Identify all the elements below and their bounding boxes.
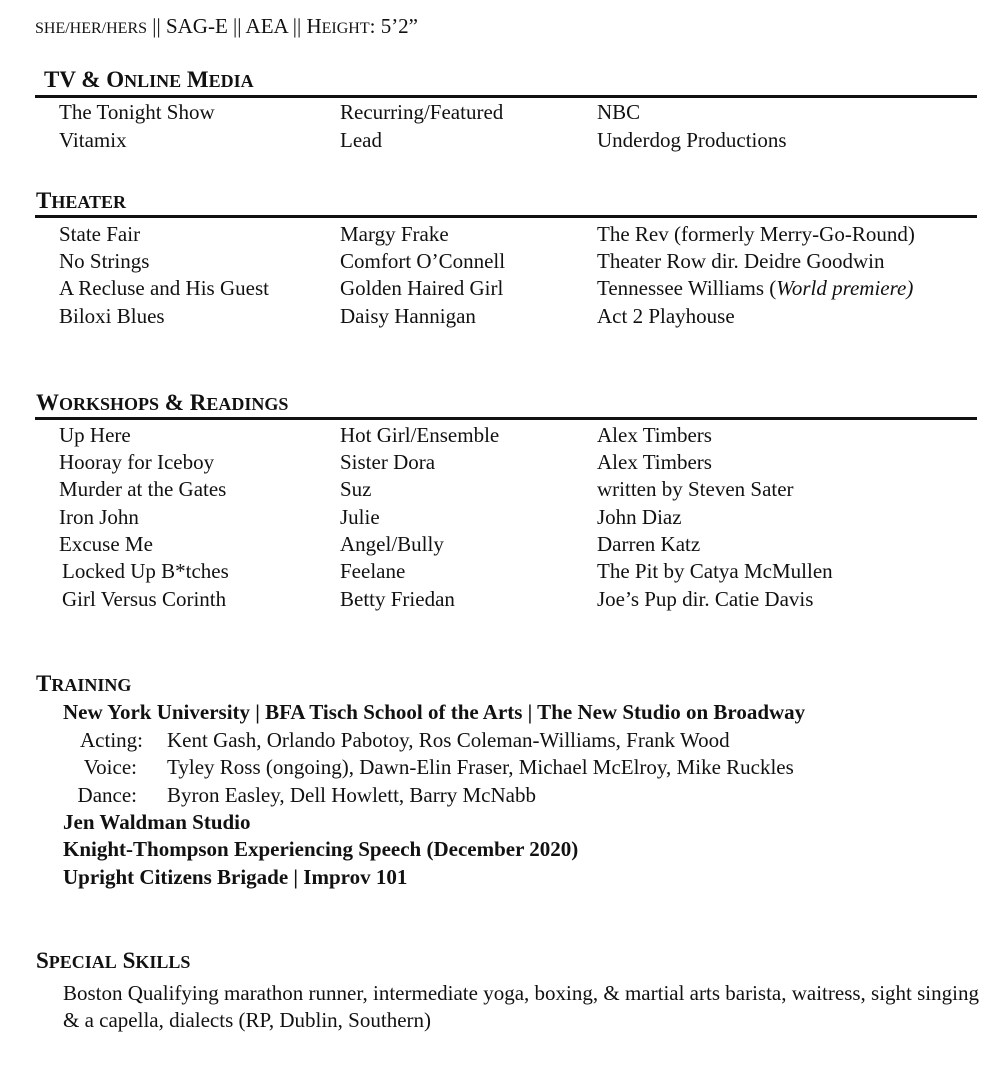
tv-company: NBC <box>597 100 641 124</box>
section-rule <box>35 95 977 98</box>
theater-role: Daisy Hannigan <box>340 304 476 328</box>
training-school-line: New York University | BFA Tisch School of the Arts | The New Studio on Broadway <box>63 700 806 724</box>
theater-title: State Fair <box>59 222 141 246</box>
section-title-theater: THEATER <box>36 188 127 213</box>
theater-venue: Act 2 Playhouse <box>597 304 735 328</box>
separator: || <box>147 14 166 38</box>
workshop-director: Alex Timbers <box>597 423 712 447</box>
workshop-role: Suz <box>340 477 372 501</box>
tv-role: Lead <box>340 128 382 152</box>
tv-title: The Tonight Show <box>59 100 215 124</box>
height-value: : 5’2” <box>369 14 419 38</box>
section-title-tv: TV & ONLINE MEDIA <box>44 67 254 92</box>
workshop-role: Feelane <box>340 559 406 583</box>
workshop-director: The Pit by Catya McMullen <box>597 559 833 583</box>
theater-role: Comfort O’Connell <box>340 249 506 273</box>
pronouns: SHE/HER/HERS <box>35 20 148 37</box>
workshop-title: Murder at the Gates <box>59 477 227 501</box>
height-label-cap: H <box>306 14 322 38</box>
workshop-title: Locked Up B*tches <box>62 559 229 583</box>
world-premiere-note: World premiere) <box>776 276 914 300</box>
theater-role: Golden Haired Girl <box>340 276 504 300</box>
tv-role: Recurring/Featured <box>340 100 504 124</box>
theater-title: Biloxi Blues <box>59 304 165 328</box>
workshop-role: Angel/Bully <box>340 532 444 556</box>
height-label-rest: EIGHT <box>321 20 370 37</box>
training-extra: Upright Citizens Brigade | Improv 101 <box>63 865 408 889</box>
workshop-role: Julie <box>340 505 380 529</box>
union-aea: AEA <box>245 14 288 38</box>
special-skills-text: Boston Qualifying marathon runner, intermediate yoga, boxing, & martial arts barista, waitress, sight singing & a capella, dialects (RP, Dublin, Southern) <box>63 981 979 1032</box>
training-acting-label: Acting: <box>80 728 143 752</box>
training-acting-teachers: Kent Gash, Orlando Pabotoy, Ros Coleman-Williams, Frank Wood <box>167 728 730 752</box>
workshop-title: Up Here <box>59 423 131 447</box>
theater-role: Margy Frake <box>340 222 449 246</box>
workshop-director: Alex Timbers <box>597 450 712 474</box>
section-title-skills: SPECIAL SKILLS <box>36 948 191 973</box>
workshop-role: Hot Girl/Ensemble <box>340 423 500 447</box>
theater-title: A Recluse and His Guest <box>59 276 269 300</box>
section-title-workshops: WORKSHOPS & READINGS <box>36 390 289 415</box>
training-extra: Knight-Thompson Experiencing Speech (December 2020) <box>63 837 579 861</box>
workshop-title: Girl Versus Corinth <box>62 587 227 611</box>
section-title-training: TRAINING <box>36 671 132 696</box>
workshop-role: Sister Dora <box>340 450 436 474</box>
tv-title: Vitamix <box>59 128 127 152</box>
tv-company: Underdog Productions <box>597 128 787 152</box>
workshop-director: written by Steven Sater <box>597 477 794 501</box>
separator: || <box>287 14 307 38</box>
header-line <box>35 14 418 39</box>
union-sag: SAG-E <box>165 14 228 38</box>
workshop-role: Betty Friedan <box>340 587 455 611</box>
training-voice-label: Voice: <box>83 755 137 779</box>
section-rule <box>35 215 977 218</box>
workshop-title: Excuse Me <box>59 532 153 556</box>
workshop-director: John Diaz <box>597 505 682 529</box>
training-extra: Jen Waldman Studio <box>63 810 251 834</box>
theater-title: No Strings <box>59 249 150 273</box>
theater-venue: The Rev (formerly Merry-Go-Round) <box>597 222 915 246</box>
workshop-title: Hooray for Iceboy <box>59 450 215 474</box>
workshop-director: Darren Katz <box>597 532 701 556</box>
training-voice-teachers: Tyley Ross (ongoing), Dawn-Elin Fraser, Michael McElroy, Mike Ruckles <box>167 755 794 779</box>
training-dance-label: Dance: <box>77 783 137 807</box>
workshop-director: Joe’s Pup dir. Catie Davis <box>597 587 814 611</box>
training-dance-teachers: Byron Easley, Dell Howlett, Barry McNabb <box>167 783 536 807</box>
separator: || <box>227 14 246 38</box>
workshop-title: Iron John <box>59 505 139 529</box>
theater-venue: Tennessee Williams (World premiere) <box>597 276 914 300</box>
section-rule <box>35 417 977 420</box>
theater-venue: Theater Row dir. Deidre Goodwin <box>597 249 885 273</box>
